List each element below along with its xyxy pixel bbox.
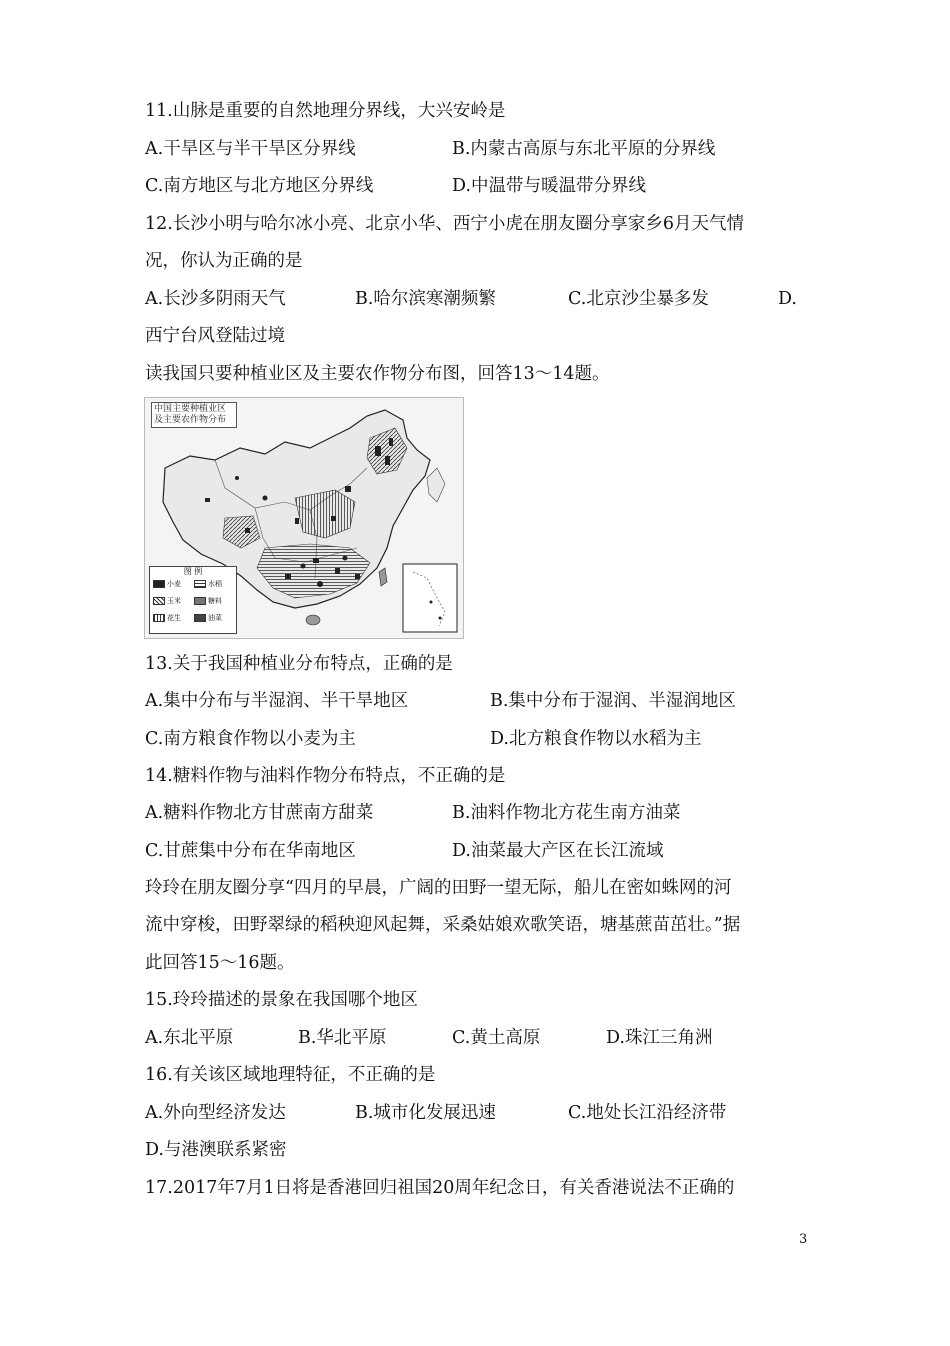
- intro-13-14: 读我国只要种植业区及主要农作物分布图，回答13～14题。: [145, 364, 610, 384]
- legend-item: 糖料: [194, 597, 222, 606]
- map-legend: [149, 566, 237, 634]
- q16-option-c: C.地处长江沿经济带: [568, 1103, 727, 1123]
- q12-stem-line1: 12.长沙小明与哈尔冰小亮、北京小华、西宁小虎在朋友圈分享家乡6月天气情: [145, 214, 744, 234]
- q13-option-b: B.集中分布于湿润、半湿润地区: [490, 691, 736, 711]
- q12-stem-line2: 况，你认为正确的是: [145, 251, 303, 271]
- q12-option-d-text: 西宁台风登陆过境: [145, 326, 285, 346]
- q17-stem: 17.2017年7月1日将是香港回归祖国20周年纪念日，有关香港说法不正确的: [145, 1178, 735, 1198]
- q13-stem: 13.关于我国种植业分布特点，正确的是: [145, 654, 453, 674]
- q12-option-a: A.长沙多阴雨天气: [145, 289, 286, 309]
- page-number: 3: [799, 1232, 808, 1247]
- q15-option-d: D.珠江三角洲: [606, 1028, 713, 1048]
- legend-item: 油菜: [194, 614, 222, 623]
- passage-line1: 玲玲在朋友圈分享“四月的早晨，广阔的田野一望无际，船儿在密如蛛网的河: [145, 878, 732, 898]
- q12-option-b: B.哈尔滨寒潮频繁: [355, 289, 496, 309]
- q16-option-b: B.城市化发展迅速: [355, 1103, 496, 1123]
- q14-option-c: C.甘蔗集中分布在华南地区: [145, 841, 356, 861]
- map-title: 中国主要种植业区及主要农作物分布: [151, 402, 237, 428]
- q15-stem: 15.玲玲描述的景象在我国哪个地区: [145, 990, 418, 1010]
- q15-option-b: B.华北平原: [298, 1028, 387, 1048]
- q13-option-c: C.南方粮食作物以小麦为主: [145, 729, 356, 749]
- legend-title: 图 例: [183, 567, 203, 576]
- q14-option-d: D.油菜最大产区在长江流域: [452, 841, 664, 861]
- legend-item: 玉米: [153, 597, 181, 606]
- passage-line3: 此回答15～16题。: [145, 953, 295, 973]
- q11-option-d: D.中温带与暖温带分界线: [452, 176, 646, 196]
- q12-option-c: C.北京沙尘暴多发: [568, 289, 709, 309]
- q14-stem: 14.糖料作物与油料作物分布特点，不正确的是: [145, 766, 506, 786]
- q14-option-b: B.油料作物北方花生南方油菜: [452, 803, 681, 823]
- q13-option-a: A.集中分布与半湿润、半干旱地区: [145, 691, 409, 711]
- q15-option-a: A.东北平原: [145, 1028, 234, 1048]
- q16-stem: 16.有关该区域地理特征，不正确的是: [145, 1065, 436, 1085]
- q11-option-a: A.干旱区与半干旱区分界线: [145, 139, 356, 159]
- q11-stem: 11.山脉是重要的自然地理分界线，大兴安岭是: [145, 101, 506, 121]
- q16-option-a: A.外向型经济发达: [145, 1103, 286, 1123]
- q13-option-d: D.北方粮食作物以水稻为主: [490, 729, 702, 749]
- q15-option-c: C.黄土高原: [452, 1028, 541, 1048]
- legend-item: 小麦: [153, 580, 181, 589]
- passage-line2: 流中穿梭，田野翠绿的稻秧迎风起舞，采桑姑娘欢歌笑语，塘基蔗苗茁壮。”据: [145, 915, 741, 935]
- q11-option-c: C.南方地区与北方地区分界线: [145, 176, 374, 196]
- q11-option-b: B.内蒙古高原与东北平原的分界线: [452, 139, 716, 159]
- q16-option-d: D.与港澳联系紧密: [145, 1140, 287, 1160]
- q12-option-d-letter: D.: [778, 289, 797, 309]
- crop-distribution-map: [144, 397, 464, 639]
- legend-item: 水稻: [194, 580, 222, 589]
- legend-item: 花生: [153, 614, 181, 623]
- q14-option-a: A.糖料作物北方甘蔗南方甜菜: [145, 803, 374, 823]
